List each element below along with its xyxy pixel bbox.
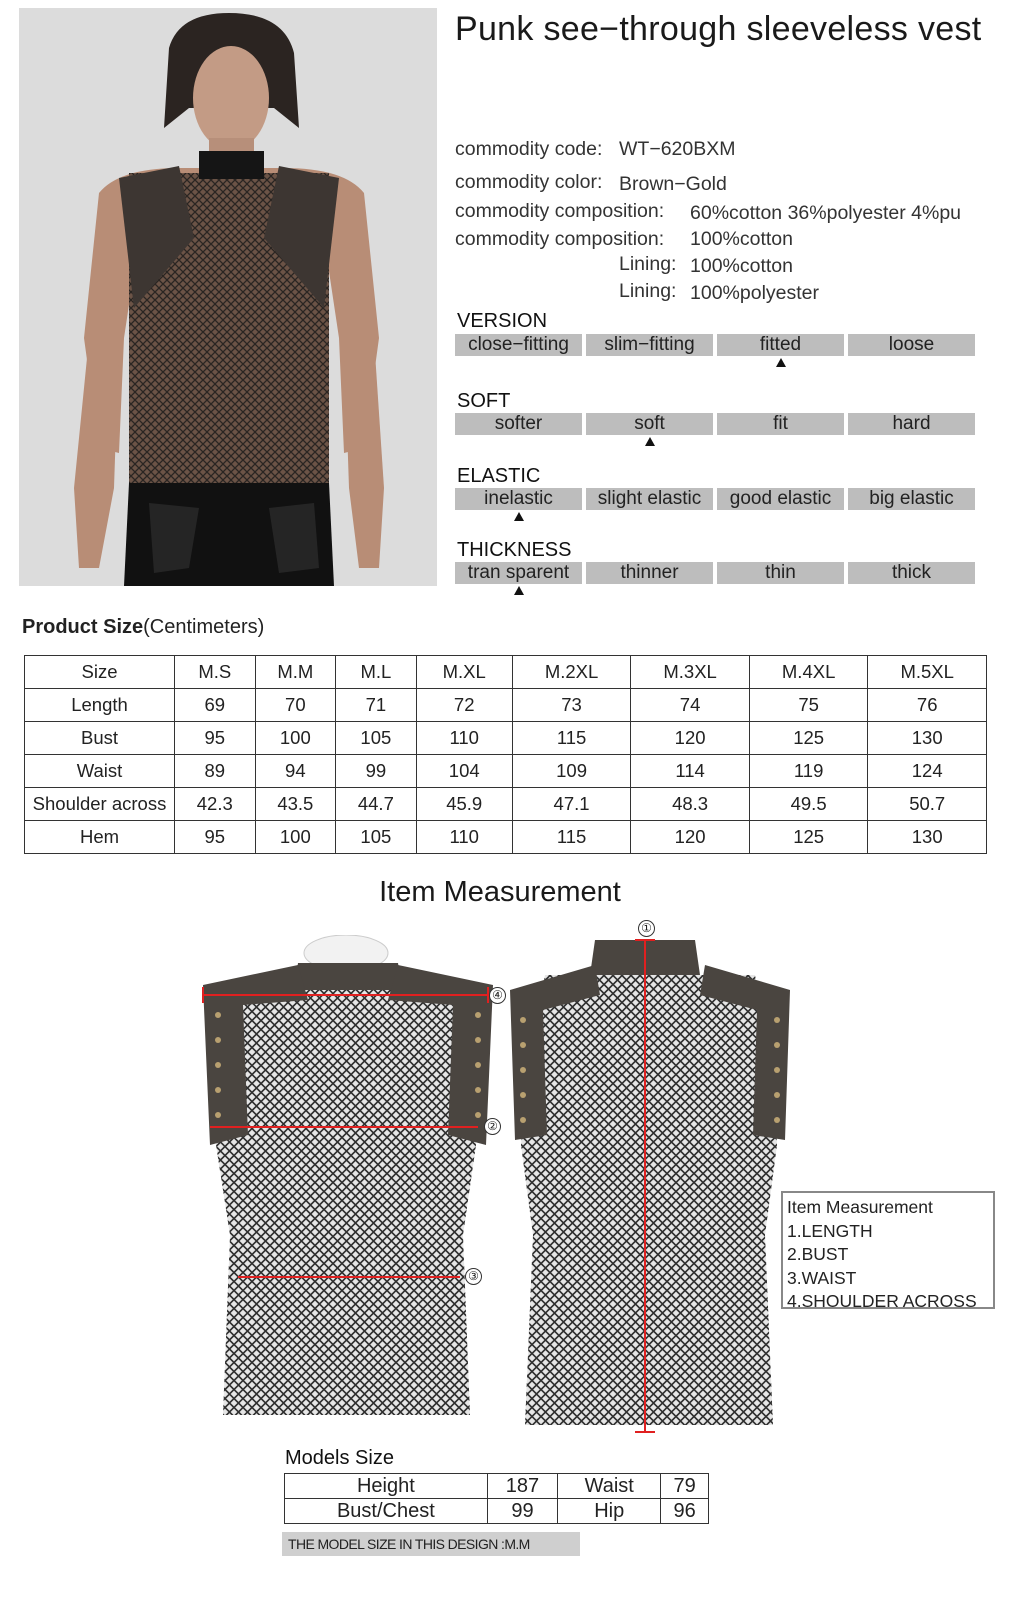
vest-back-image [505, 935, 795, 1435]
marker-bust: ② [484, 1118, 501, 1135]
size-cell: 130 [868, 722, 987, 755]
version-label: VERSION [457, 310, 548, 332]
size-cell: 70 [255, 689, 336, 722]
size-cell: 110 [416, 722, 512, 755]
measurement-legend [781, 1191, 995, 1309]
size-row-label: Hem [25, 821, 175, 854]
composition-label-2: commodity composition: [455, 228, 665, 250]
soft-label: SOFT [457, 390, 511, 412]
commodity-code-value: WT−620BXM [619, 138, 736, 160]
marker-length: ① [638, 920, 655, 937]
composition-label-1: commodity composition: [455, 200, 665, 222]
size-cell: 71 [336, 689, 417, 722]
size-cell: 42.3 [175, 788, 256, 821]
models-value-cell: 187 [487, 1474, 558, 1499]
size-cell: 48.3 [631, 788, 750, 821]
size-cell: 50.7 [868, 788, 987, 821]
size-row-label: Shoulder across [25, 788, 175, 821]
thickness-scale [455, 562, 975, 584]
product-title: Punk see−through sleeveless vest [455, 10, 982, 48]
size-cell: 73 [512, 689, 631, 722]
size-row-label: Waist [25, 755, 175, 788]
models-label-cell: Bust/Chest [285, 1499, 488, 1524]
size-cell: 120 [631, 821, 750, 854]
version-option-2: slim−fitting [586, 334, 713, 356]
size-cell: 89 [175, 755, 256, 788]
size-cell: 44.7 [336, 788, 417, 821]
size-header-row [25, 656, 987, 689]
legend-item-shoulder: 4.SHOULDER ACROSS [787, 1291, 977, 1311]
size-row [25, 788, 987, 821]
vest-front-image [198, 935, 498, 1430]
size-header-cell: M.5XL [868, 656, 987, 689]
size-cell: 105 [336, 722, 417, 755]
version-selected-indicator [776, 358, 786, 367]
size-cell: 45.9 [416, 788, 512, 821]
size-cell: 69 [175, 689, 256, 722]
size-cell: 109 [512, 755, 631, 788]
models-value-cell: 79 [661, 1474, 709, 1499]
size-cell: 100 [255, 821, 336, 854]
size-row [25, 722, 987, 755]
size-cell: 120 [631, 722, 750, 755]
soft-option-4: hard [848, 413, 975, 435]
size-cell: 74 [631, 689, 750, 722]
commodity-color-label: commodity color: [455, 171, 603, 193]
size-cell: 110 [416, 821, 512, 854]
size-cell: 95 [175, 821, 256, 854]
models-label-cell: Height [285, 1474, 488, 1499]
size-cell: 104 [416, 755, 512, 788]
size-cell: 125 [749, 722, 868, 755]
model-size-note: THE MODEL SIZE IN THIS DESIGN :M.M [282, 1532, 580, 1556]
size-header-cell: M.XL [416, 656, 512, 689]
commodity-code-label: commodity code: [455, 138, 603, 160]
soft-selected-indicator [645, 437, 655, 446]
legend-item-waist: 3.WAIST [787, 1267, 857, 1288]
size-header-cell: M.M [255, 656, 336, 689]
size-cell: 43.5 [255, 788, 336, 821]
size-cell: 115 [512, 722, 631, 755]
models-size-title: Models Size [285, 1447, 394, 1469]
elastic-scale [455, 488, 975, 510]
size-cell: 47.1 [512, 788, 631, 821]
legend-item-bust: 2.BUST [787, 1244, 849, 1264]
size-cell: 115 [512, 821, 631, 854]
lining-label-1: Lining: [619, 253, 677, 275]
size-row-label: Bust [25, 722, 175, 755]
composition-value-1: 60%cotton 36%polyester 4%pu [690, 202, 962, 224]
product-size-unit: (Centimeters) [143, 616, 265, 638]
commodity-color-value: Brown−Gold [619, 173, 727, 195]
size-cell: 125 [749, 821, 868, 854]
size-row [25, 755, 987, 788]
size-header-cell: M.4XL [749, 656, 868, 689]
size-cell: 94 [255, 755, 336, 788]
models-row [285, 1474, 709, 1499]
size-row [25, 689, 987, 722]
elastic-option-2: slight elastic [586, 488, 713, 510]
soft-option-1: softer [455, 413, 582, 435]
product-size-table [24, 655, 987, 854]
soft-scale [455, 413, 975, 435]
lining-label-2: Lining: [619, 280, 677, 302]
soft-option-2: soft [586, 413, 713, 435]
size-cell: 99 [336, 755, 417, 788]
size-header-cell: M.S [175, 656, 256, 689]
model-photo [19, 8, 437, 586]
models-label-cell: Waist [558, 1474, 661, 1499]
thickness-label: THICKNESS [457, 539, 572, 561]
elastic-option-4: big elastic [848, 488, 975, 510]
thickness-option-3: thin [717, 562, 844, 584]
elastic-option-3: good elastic [717, 488, 844, 510]
size-header-cell: M.L [336, 656, 417, 689]
size-cell: 72 [416, 689, 512, 722]
item-measurement-title: Item Measurement [379, 876, 621, 908]
size-header-cell: M.2XL [512, 656, 631, 689]
size-cell: 49.5 [749, 788, 868, 821]
product-size-title [22, 616, 264, 639]
size-header-cell: M.3XL [631, 656, 750, 689]
size-cell: 75 [749, 689, 868, 722]
models-value-cell: 99 [487, 1499, 558, 1524]
marker-shoulder: ④ [489, 987, 506, 1004]
elastic-selected-indicator [514, 512, 524, 521]
thickness-selected-indicator [514, 586, 524, 595]
version-scale [455, 334, 975, 356]
size-cell: 100 [255, 722, 336, 755]
size-cell: 130 [868, 821, 987, 854]
version-option-3: fitted [717, 334, 844, 356]
product-size-heading: Product Size [22, 616, 144, 638]
models-label-cell: Hip [558, 1499, 661, 1524]
size-cell: 114 [631, 755, 750, 788]
legend-item-length: 1.LENGTH [787, 1220, 873, 1241]
marker-waist: ③ [465, 1268, 482, 1285]
size-cell: 76 [868, 689, 987, 722]
version-option-4: loose [848, 334, 975, 356]
soft-option-3: fit [717, 413, 844, 435]
legend-title: Item Measurement [787, 1197, 933, 1217]
size-cell: 124 [868, 755, 987, 788]
models-row [285, 1499, 709, 1524]
models-size-table [284, 1473, 709, 1524]
size-row [25, 821, 987, 854]
size-row-label: Length [25, 689, 175, 722]
size-header-cell: Size [25, 656, 175, 689]
elastic-label: ELASTIC [457, 465, 541, 487]
models-value-cell: 96 [661, 1499, 709, 1524]
thickness-option-2: thinner [586, 562, 713, 584]
elastic-option-1: inelastic [455, 488, 582, 510]
lining-value-2: 100%polyester [690, 282, 819, 304]
composition-value-2: 100%cotton [690, 228, 793, 250]
lining-value-1: 100%cotton [690, 255, 793, 277]
version-option-1: close−fitting [455, 334, 582, 356]
size-cell: 105 [336, 821, 417, 854]
size-cell: 95 [175, 722, 256, 755]
thickness-option-4: thick [848, 562, 975, 584]
thickness-option-1: tran sparent [455, 562, 582, 584]
size-cell: 119 [749, 755, 868, 788]
